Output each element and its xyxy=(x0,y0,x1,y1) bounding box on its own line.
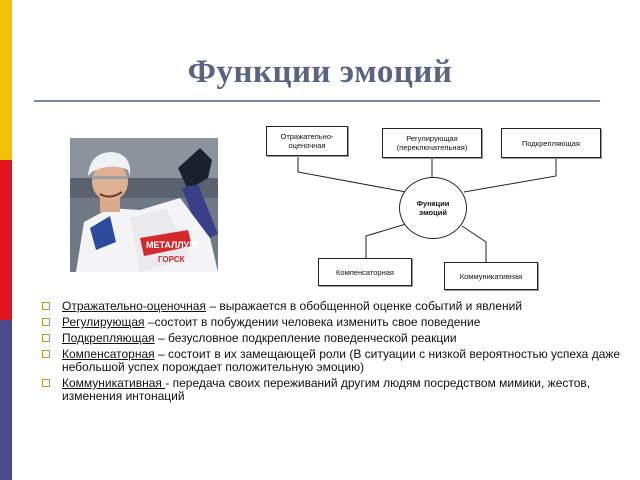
accent-bar-red xyxy=(0,160,12,320)
bullet-square-icon xyxy=(42,334,50,342)
function-description: – состоит в их замещающей роли (В ситуации с низкой вероятностью успеха даже небольшой успех порождает положительную эмоцию) xyxy=(62,347,621,374)
bullet-square-icon xyxy=(42,350,50,358)
hockey-player-photo xyxy=(70,138,218,272)
list-item xyxy=(40,377,630,403)
jersey-text-1: МЕТАЛЛУРГ xyxy=(146,240,201,250)
box-regulating: Регулирующая (переключательная) xyxy=(382,128,482,158)
hockey-player-illustration xyxy=(70,138,218,272)
jersey-text-2: ГОРСК xyxy=(158,255,185,264)
diagram-center: Функции эмоций xyxy=(399,177,467,239)
function-term: Регулирующая xyxy=(62,315,145,329)
function-description: – выражается в обобщенной оценке событий и явлений xyxy=(205,299,523,313)
box-reinforcing: Подкрепляющая xyxy=(501,128,601,158)
list-item xyxy=(40,348,630,374)
box-compensatory: Компенсаторная xyxy=(318,258,412,286)
accent-bar-blue xyxy=(0,320,12,480)
function-description: –состоит в побуждении человека изменить свое поведение xyxy=(144,315,481,329)
slide-title: Функции эмоций xyxy=(187,54,453,90)
bullet-square-icon xyxy=(42,302,50,310)
list-item xyxy=(40,316,630,329)
bullet-square-icon xyxy=(42,379,50,387)
list-item xyxy=(40,332,630,345)
box-communicative: Коммуникативная xyxy=(444,262,538,290)
box-reflective: Отражательно- оценочная xyxy=(266,126,348,156)
title-divider xyxy=(34,100,600,102)
bullet-square-icon xyxy=(42,318,50,326)
list-item xyxy=(40,300,630,313)
function-description: - передача своих переживаний другим людям посредством мимики, жестов, изменения интонаций xyxy=(62,376,591,403)
functions-list xyxy=(40,300,630,406)
function-term: Подкрепляющая xyxy=(62,331,155,345)
function-description: – безусловное подкрепление поведенческой реакции xyxy=(154,331,457,345)
functions-diagram xyxy=(256,118,616,302)
function-term: Компенсаторная xyxy=(62,347,155,361)
function-term: Отражательно-оценочная xyxy=(62,299,206,313)
function-term: Коммуникативная xyxy=(62,376,166,390)
